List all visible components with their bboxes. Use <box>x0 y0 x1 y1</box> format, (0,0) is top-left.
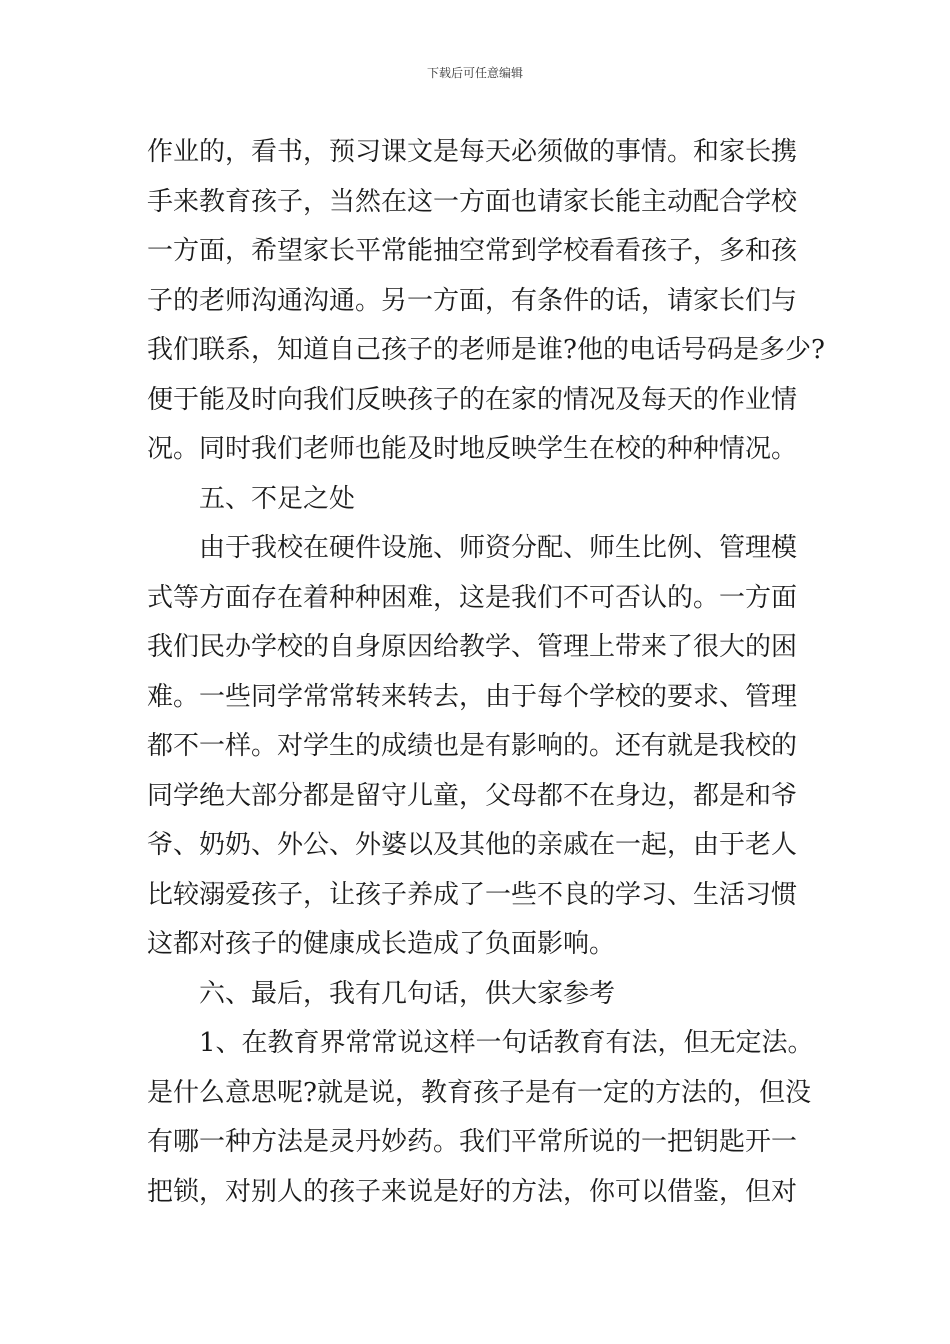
text-line: 作业的，看书，预习课文是每天必须做的事情。和家长携 <box>147 137 798 167</box>
section-heading: 六、最后，我有几句话，供大家参考 <box>199 978 616 1009</box>
document-body <box>147 128 825 1217</box>
text-line: 子的老师沟通沟通。另一方面，有条件的话，请家长们与 <box>147 285 798 316</box>
text-line: 式等方面存在着种种困难，这是我们不可否认的。一方面 <box>147 582 798 613</box>
text-line: 1、在教育界常常说这样一句话教育有法，但无定法。 <box>199 1028 814 1058</box>
text-line: 都不一样。对学生的成绩也是有影响的。还有就是我校的 <box>147 731 798 761</box>
text-line: 由于我校在硬件设施、师资分配、师生比例、管理模 <box>199 533 798 563</box>
text-line: 比较溺爱孩子，让孩子养成了一些不良的学习、生活习惯 <box>147 879 798 910</box>
text-line: 爷、奶奶、外公、外婆以及其他的亲戚在一起，由于老人 <box>147 830 798 860</box>
text-line: 难。一些同学常常转来转去，由于每个学校的要求、管理 <box>147 681 798 712</box>
text-line: 同学绝大部分都是留守儿童，父母都不在身边，都是和爷 <box>147 780 798 811</box>
text-line: 便于能及时向我们反映孩子的在家的情况及每天的作业情 <box>147 384 798 415</box>
page-header: 下载后可任意编辑 <box>426 66 523 80</box>
text-line: 我们民办学校的自身原因给教学、管理上带来了很大的困 <box>147 632 798 662</box>
text-line: 有哪一种方法是灵丹妙药。我们平常所说的一把钥匙开一 <box>147 1127 798 1157</box>
text-line: 把锁，对别人的孩子来说是好的方法，你可以借鉴，但对 <box>147 1176 798 1207</box>
section-heading: 五、不足之处 <box>199 483 356 514</box>
text-line: 况。同时我们老师也能及时地反映学生在校的种种情况。 <box>147 434 798 464</box>
text-line: 我们联系，知道自己孩子的老师是谁?他的电话号码是多少? <box>147 335 825 365</box>
text-line: 这都对孩子的健康成长造成了负面影响。 <box>147 929 616 959</box>
text-line: 一方面，希望家长平常能抽空常到学校看看孩子，多和孩 <box>147 236 798 266</box>
text-line: 手来教育孩子，当然在这一方面也请家长能主动配合学校 <box>147 186 798 217</box>
text-line: 是什么意思呢?就是说，教育孩子是有一定的方法的，但没 <box>147 1077 811 1108</box>
